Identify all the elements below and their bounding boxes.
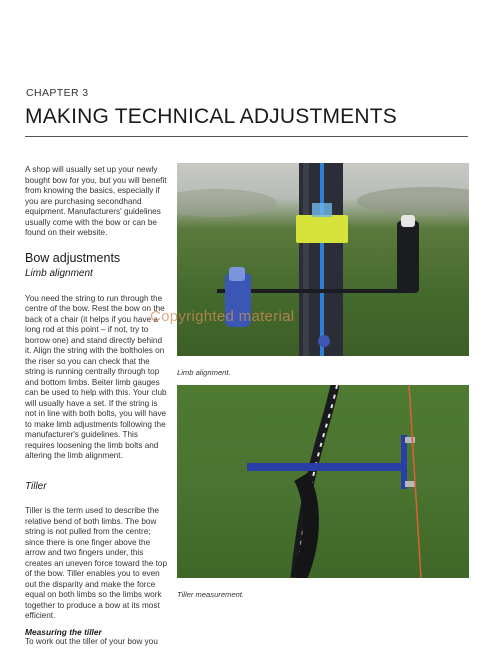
measuring-paragraph: To work out the tiller of your bow you bbox=[25, 637, 158, 646]
subheading-limb-alignment: Limb alignment bbox=[25, 268, 93, 279]
riser-bolt bbox=[318, 335, 330, 347]
riser-highlight bbox=[303, 163, 309, 356]
limb-paragraph: You need the string to run through the centre of the bow. Rest the bow on the back of a chair (it helps if you have a long rod at this point – if not, try to borrow one) and stand directly behind it. Align the string with the boltholes on the riser so you can check that the string is running centrally through top and bottom limbs. Beiter limb gauges can be used to help with this. Your club will usually have a set. If the string is not in line with both bolts, you will have to make limb adjustments following the manufacturer's guidelines. This requires loosening the limb bolts and altering the limb alignment. bbox=[25, 293, 167, 460]
tiller-measurement-photo bbox=[177, 385, 469, 578]
bow-string bbox=[320, 163, 324, 356]
tiller-caption: Tiller measurement. bbox=[177, 590, 245, 599]
subheading-measuring-tiller: Measuring the tiller bbox=[25, 626, 102, 637]
limb-gauge bbox=[296, 215, 348, 243]
background-trees bbox=[177, 189, 277, 217]
tiller-illustration bbox=[177, 385, 469, 578]
limb-alignment-caption: Limb alignment. bbox=[177, 368, 231, 377]
gauge-clip-top bbox=[405, 437, 415, 443]
tiller-gauge-arm bbox=[401, 435, 407, 489]
title-rule bbox=[25, 136, 468, 137]
stabiliser-cap bbox=[229, 267, 245, 281]
subheading-tiller: Tiller bbox=[25, 480, 47, 492]
section-heading: Bow adjustments bbox=[25, 250, 121, 265]
stabiliser-left bbox=[225, 273, 251, 327]
chapter-label: CHAPTER 3 bbox=[26, 87, 89, 99]
watermark: Copyrighted material bbox=[150, 308, 295, 325]
sight-cap bbox=[401, 215, 415, 227]
tiller-paragraph: Tiller is the term used to describe the relative bend of both limbs. The bow string is not pulled from the centre; since there is one finger above the arrow and two fingers under, this creates an uneven force toward the top of the bow. Tiller enables you to even out the disparity and make the force equal on both limbs so the limbs work together to produce a bow at its most efficient. bbox=[25, 506, 168, 620]
intro-paragraph: A shop will usually set up your newly bought bow for you, but you will benefit from knowing the basics, especially if you are purchasing secondhand equipment. Manufacturers' guidelines usually come with the bow or can be found on their website. bbox=[25, 165, 167, 237]
text-column bbox=[25, 165, 168, 648]
gauge-window bbox=[312, 203, 332, 217]
page-title: MAKING TECHNICAL ADJUSTMENTS bbox=[25, 105, 397, 128]
tiller-gauge-bar bbox=[247, 463, 405, 471]
background-trees-right bbox=[357, 187, 469, 215]
sight-right bbox=[397, 221, 419, 293]
limb-alignment-illustration bbox=[177, 163, 469, 356]
limb-alignment-photo bbox=[177, 163, 469, 356]
gauge-clip-bottom bbox=[405, 481, 415, 487]
